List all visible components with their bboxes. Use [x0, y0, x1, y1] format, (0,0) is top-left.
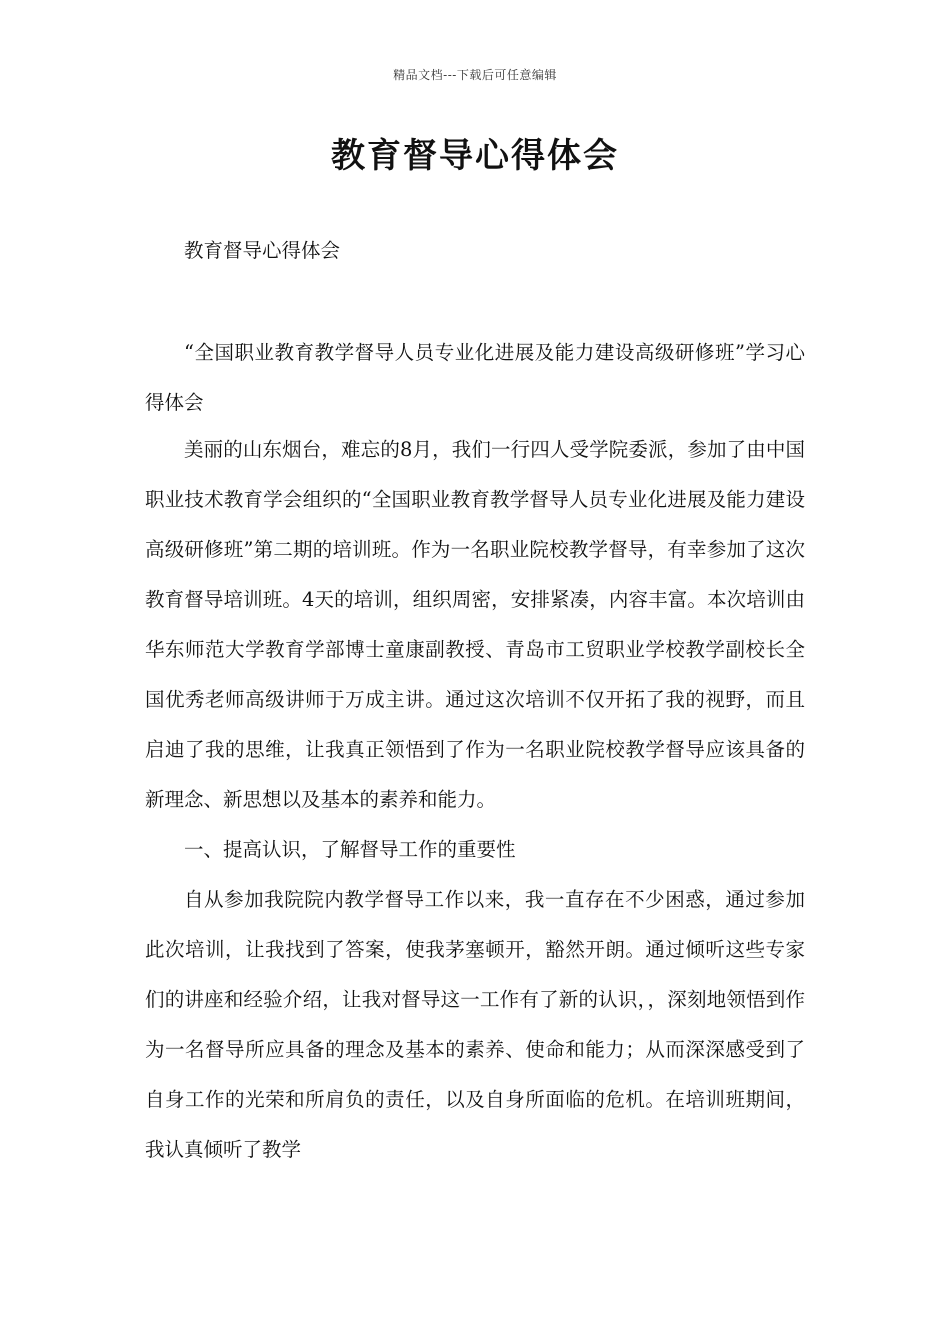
header-note: 精品文档---下载后可任意编辑 [393, 68, 557, 82]
body-paragraphs [145, 425, 805, 1175]
document-subtitle: 教育督导心得体会 [184, 239, 341, 262]
intro-line: “全国职业教育教学督导人员专业化进展及能力建设高级研修班”学习心得体会 [145, 341, 805, 414]
section-heading: 一、提高认识，了解督导工作的重要性 [184, 838, 516, 861]
document-title: 教育督导心得体会 [331, 136, 619, 176]
paragraph: 美丽的山东烟台，难忘的8月，我们一行四人受学院委派，参加了由中国职业技术教育学会组织的“全国职业教育教学督导人员专业化进展及能力建设高级研修班”第二期的培训班。作为一名职业院校教学督导，有幸参加了这次教育督导培训班。4天的培训，组织周密，安排紧凑，内容丰富。本次培训由华东师范大学教育学部博士童康副教授、青岛市工贸职业学校教学副校长全国优秀老师高级讲师于万成主讲。通过这次培训不仅开拓了我的视野，而且启迪了我的思维，让我真正领悟到了作为一名职业院校教学督导应该具备的新理念、新思想以及基本的素养和能力。 [145, 438, 805, 811]
paragraph: 自从参加我院院内教学督导工作以来，我一直存在不少困惑，通过参加此次培训，让我找到了答案，使我茅塞顿开，豁然开朗。通过倾听这些专家们的讲座和经验介绍，让我对督导这一工作有了新的认识，，深刻地领悟到作为一名督导所应具备的理念及基本的素养、使命和能力；从而深深感受到了自身工作的光荣和所肩负的责任，以及自身所面临的危机。在培训班期间，我认真倾听了教学 [145, 888, 805, 1161]
